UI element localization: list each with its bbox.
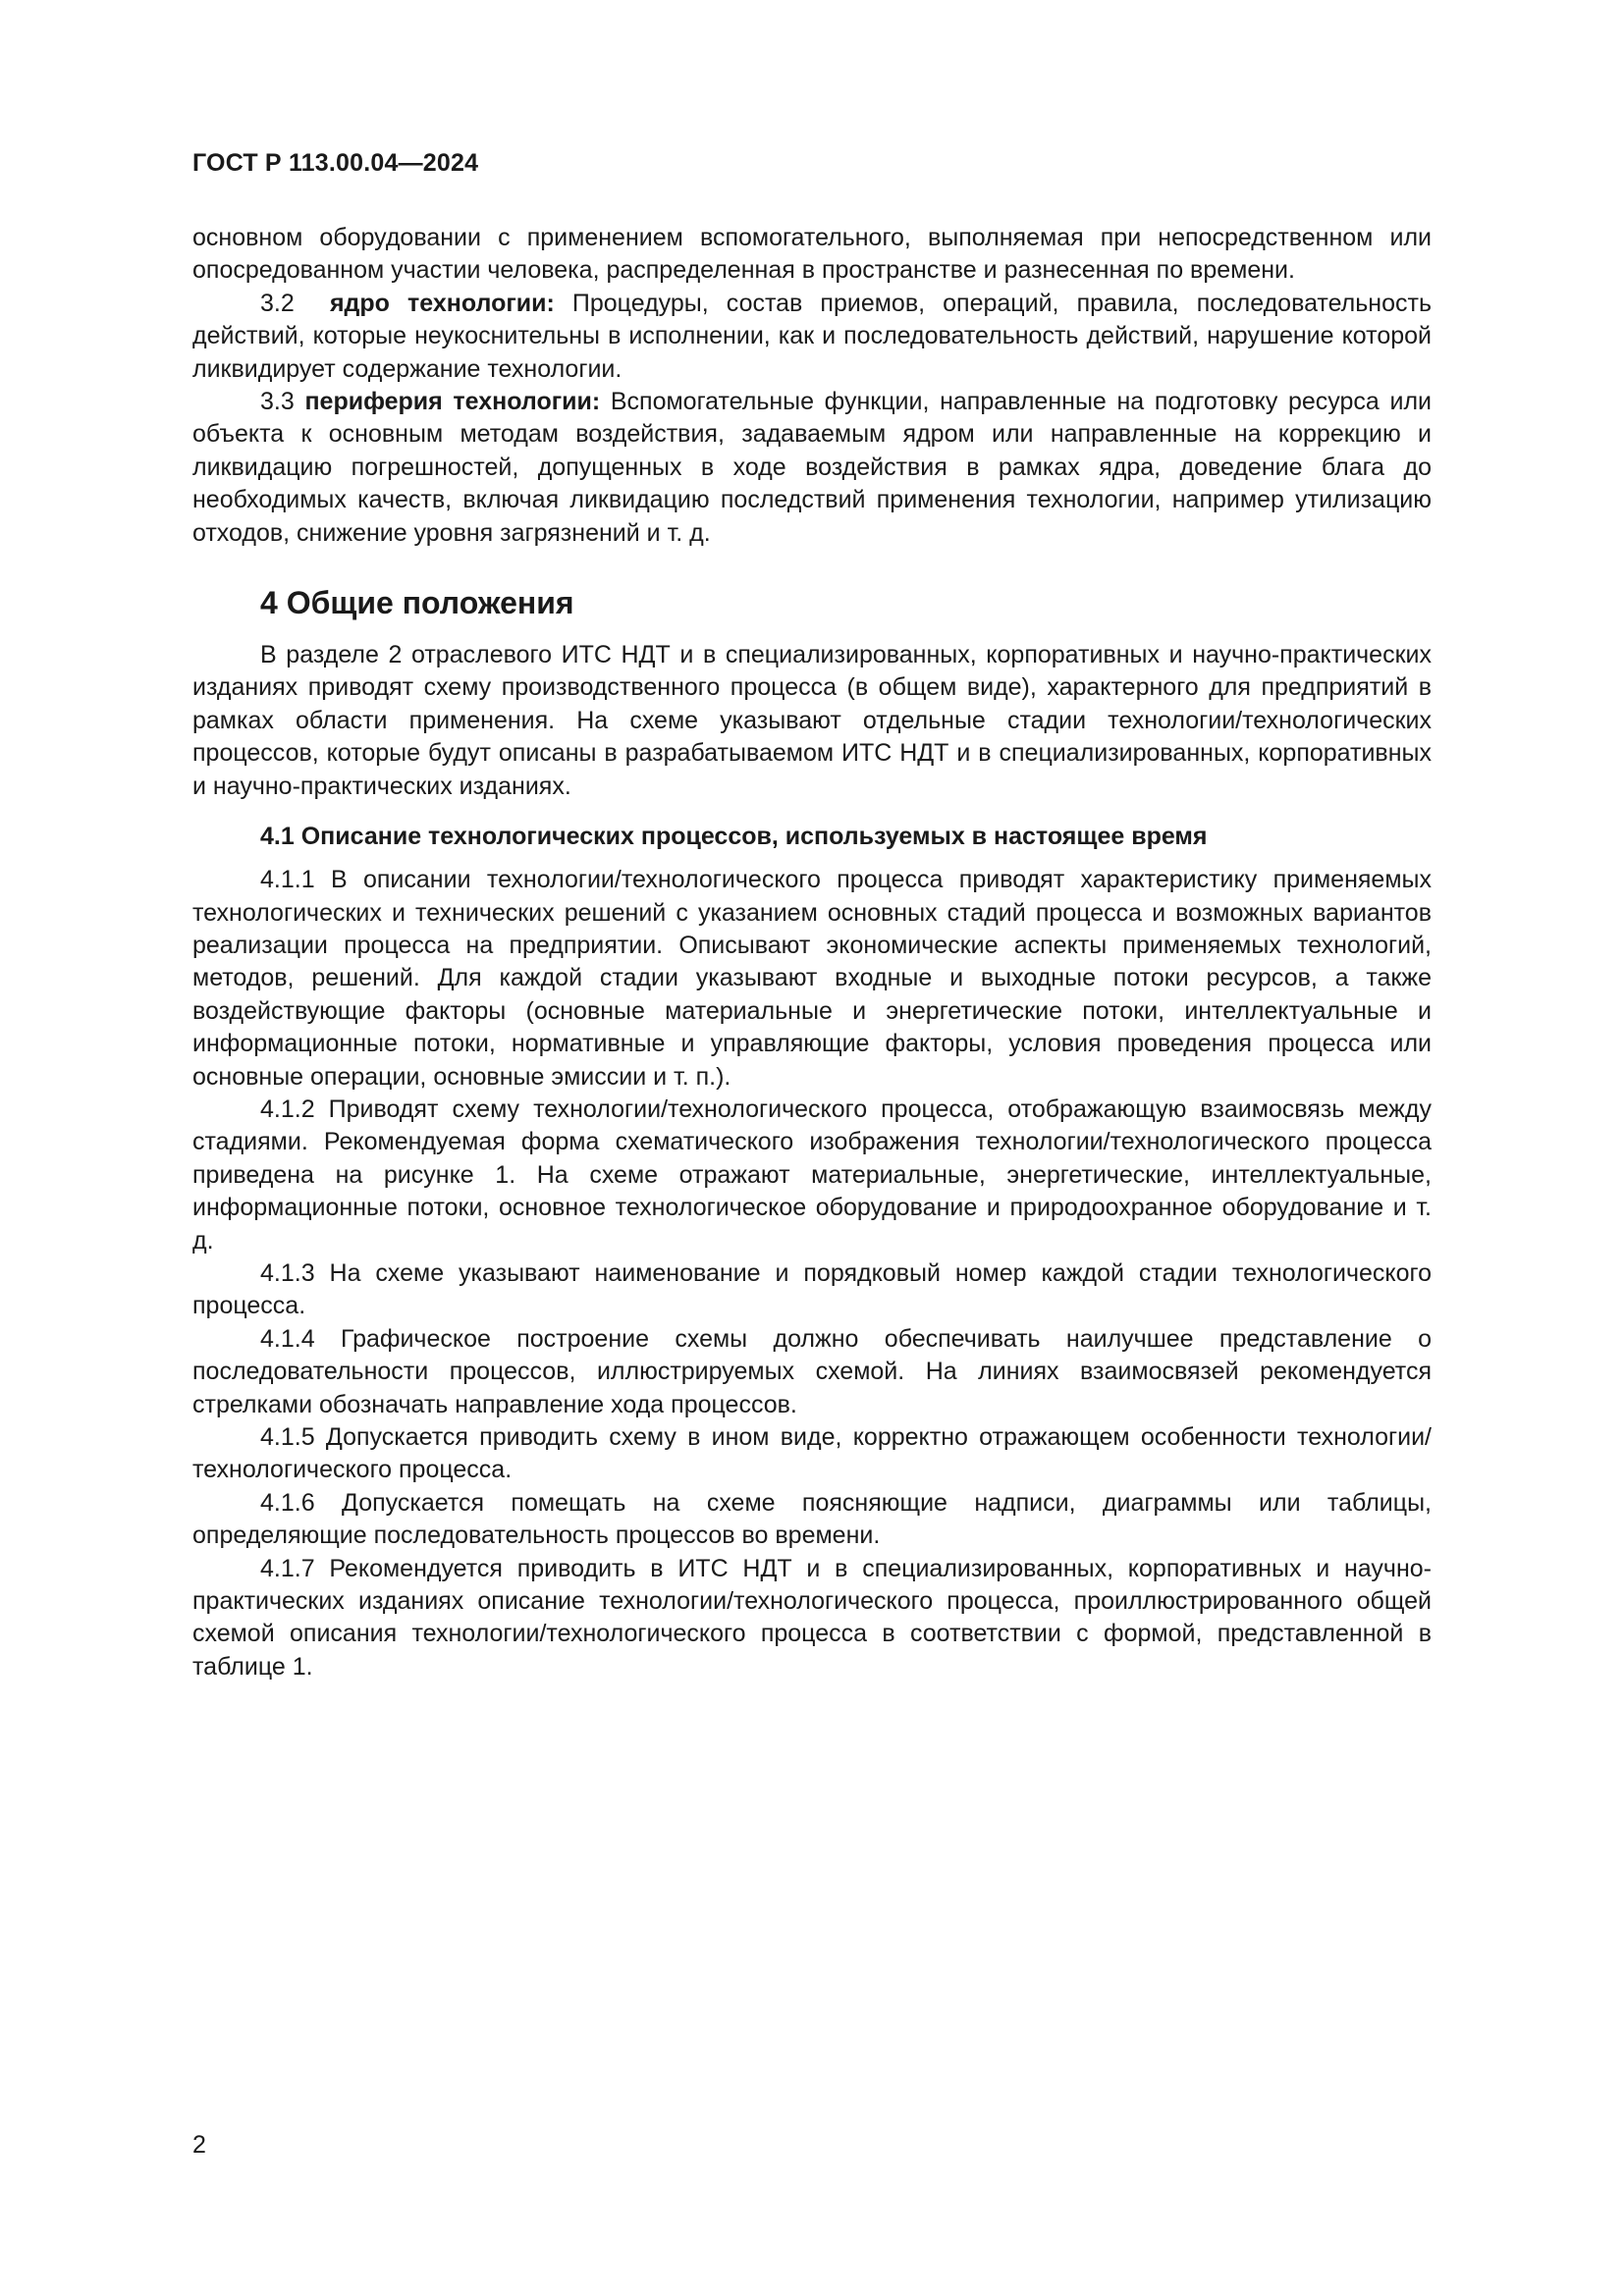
clause-paragraph: 4.1.4 Графическое построение схемы должно обеспечивать наилучшее представление о последовательности процессов, иллюстрируемых схемой. На линиях взаимосвязей рекомендуется стрелками обозначать направление хода процессов. [192,1324,1432,1418]
clause-paragraph: 4.1.1 В описании технологии/технологического процесса приводят характеристику применяемых технологических и технических решений с указанием основных стадий процесса и возможных вариантов реализации процесса на предприятии. Описывают экономические аспекты применяемых технологий, методов, решений. Для каждой стадии указывают входные и выходные потоки ресурсов, а также воздействующие факторы (основные материальные и энергетические потоки, интеллектуальные и информационные потоки, нормативные и управляющие факторы, условия проведения процесса или основные операции, основные эмиссии и т. п.). [192,866,1432,1091]
section-intro-paragraph: В разделе 2 отраслевого ИТС НДТ и в специализированных, корпоративных и научно-практических изданиях приводят схему производственного процесса (в общем виде), характерного для предприятий в рамках области применения. На схеме указывают отдельные стадии технологии/технологических процессов, которые будут описаны в разрабатываемом ИТС НДТ и в специализированных, корпоративных и научно-практических изданиях. [192,641,1432,800]
term-number: 3.2 [260,289,295,317]
term-name: периферия технологии: [304,388,601,416]
page-number: 2 [192,2131,206,2159]
clause-paragraph: 4.1.3 На схеме указывают наименование и порядковый номер каждой стадии технологического процесса. [192,1258,1432,1320]
term-name: ядро технологии: [329,289,555,317]
term-number: 3.3 [260,388,295,416]
clause-paragraph: 4.1.6 Допускается помещать на схеме поясняющие надписи, диаграммы или таблицы, определяющие последовательность процессов во времени. [192,1488,1432,1550]
term-3-2-paragraph [192,288,1432,386]
clause-paragraph: 4.1.2 Приводят схему технологии/технологического процесса, отображающую взаимосвязь между стадиями. Рекомендуемая форма схематического изображения технологии/технологического процесса приведена на рисунке 1. На схеме отражают материальные, энергетические, интеллектуальные, информационные потоки, основное технологическое оборудование и природоохранное оборудование и т. д. [192,1095,1432,1255]
term-definition: Процедуры, состав приемов, операций, правила, последовательность действий, которые неукоснительны в исполнении, как и последовательность действий, нарушение которой ликвидирует содержание технологии. [192,289,1432,383]
document-body [192,222,1432,1683]
document-code-header: ГОСТ Р 113.00.04—2024 [192,149,479,177]
clause-paragraph: 4.1.7 Рекомендуется приводить в ИТС НДТ и в специализированных, корпоративных и научно-практических изданиях описание технологии/технологического процесса, проиллюстрированного общей схемой описания технологии/технологического процесса в соответствии с формой, представленной в таблице 1. [192,1554,1432,1681]
section-title: 4 Общие положения [260,585,574,621]
subsection-title: 4.1 Описание технологических процессов, используемых в настоящее время [260,823,1208,851]
clause-paragraph: 4.1.5 Допускается приводить схему в ином виде, корректно отражающем особенности технологии/технологического процесса. [192,1423,1432,1484]
term-definition: Вспомогательные функции, направленные на подготовку ресурса или объекта к основным методам воздействия, задаваемым ядром или направленные на коррекцию и ликвидацию погрешностей, допущенных в ходе воздействия в рамках ядра, доведение блага до необходимых качеств, включая ликвидацию последствий применения технологии, например утилизацию отходов, снижение уровня загрязнений и т. д. [192,388,1432,547]
term-3-3-paragraph [192,386,1432,550]
continuation-paragraph: основном оборудовании с применением вспомогательного, выполняемая при непосредственном или опосредованном участии человека, распределенная в пространстве и разнесенная по времени. [192,224,1432,285]
